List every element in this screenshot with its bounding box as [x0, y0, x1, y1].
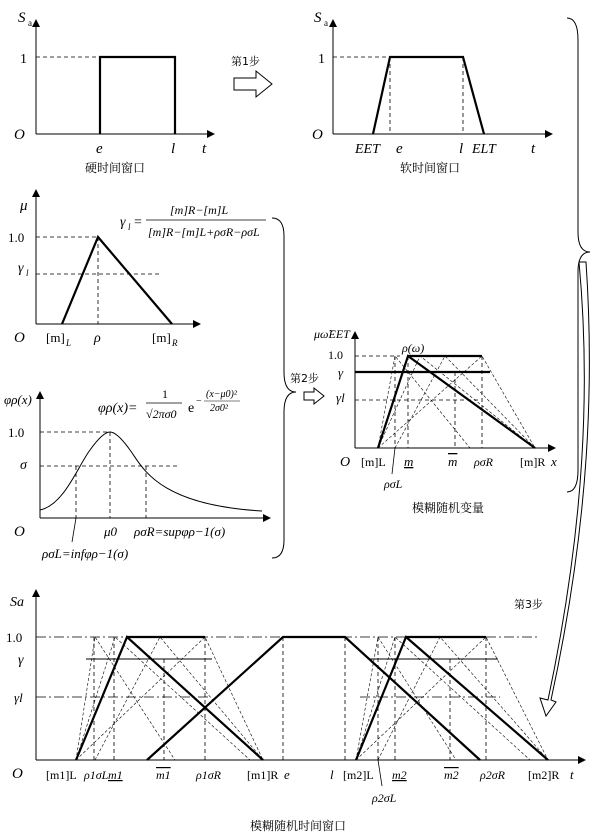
gamma-formula-denominator: [m]R−[m]L+ρσR−ρσL — [148, 225, 260, 239]
svg-text:γ: γ — [120, 215, 126, 230]
triangle-shape — [62, 237, 172, 324]
window-left-triangle — [76, 637, 263, 760]
svg-text:O: O — [14, 330, 25, 346]
svg-text:1: 1 — [20, 52, 27, 67]
svg-text:γl: γl — [14, 690, 23, 705]
window-middle-trapezoid — [147, 637, 480, 760]
svg-text:l: l — [128, 222, 131, 232]
middle-brace — [272, 218, 296, 558]
svg-text:γ: γ — [18, 653, 24, 668]
svg-text:√2πσ0: √2πσ0 — [146, 407, 177, 421]
svg-text:l: l — [26, 268, 29, 278]
svg-text:1: 1 — [162, 387, 168, 401]
fuzzy-caption: 模糊随机变量 — [412, 501, 485, 515]
svg-text:EET: EET — [355, 142, 380, 157]
svg-text:第1步: 第1步 — [231, 55, 260, 68]
svg-text:2σ0²: 2σ0² — [210, 403, 228, 414]
svg-text:=: = — [134, 215, 142, 230]
svg-text:[m]L: [m]L — [361, 455, 386, 469]
hard-time-window-panel — [14, 10, 214, 175]
svg-text:t: t — [570, 767, 574, 782]
svg-text:ρ2σL: ρ2σL — [372, 791, 397, 805]
svg-text:t: t — [531, 141, 536, 157]
svg-text:[m2]L: [m2]L — [343, 768, 374, 782]
svg-text:ρσR=supφρ−1(σ): ρσR=supφρ−1(σ) — [134, 524, 226, 539]
hard-window-shape — [100, 57, 175, 134]
svg-text:a: a — [324, 18, 328, 28]
svg-text:1: 1 — [318, 52, 325, 67]
svg-text:μ: μ — [20, 198, 28, 214]
svg-text:1.0: 1.0 — [8, 425, 25, 440]
window-caption: 模糊随机时间窗口 — [250, 819, 347, 833]
svg-text:e: e — [188, 401, 195, 416]
fuzzy-random-variable-panel — [313, 327, 557, 515]
triangular-membership-panel — [8, 190, 266, 348]
svg-text:m2: m2 — [392, 768, 407, 782]
fuzzy-main-triangle — [378, 356, 535, 448]
svg-text:−: − — [196, 396, 202, 407]
svg-text:m2: m2 — [444, 768, 459, 782]
svg-text:Sa: Sa — [10, 595, 24, 610]
gamma-formula-numerator: [m]R−[m]L — [170, 203, 229, 217]
svg-text:σ: σ — [20, 458, 27, 473]
soft-caption: 软时间窗口 — [400, 161, 461, 175]
normal-curve — [40, 432, 262, 511]
svg-text:[m2]R: [m2]R — [528, 768, 560, 782]
svg-text:γl: γl — [336, 390, 345, 405]
svg-text:μ0: μ0 — [104, 524, 118, 539]
svg-text:1.0: 1.0 — [8, 230, 25, 245]
svg-text:ELT: ELT — [472, 142, 496, 157]
normal-distribution-panel — [4, 387, 270, 561]
svg-text:O: O — [14, 127, 25, 143]
svg-text:x: x — [551, 454, 557, 469]
svg-text:第2步: 第2步 — [290, 372, 319, 385]
fuzzy-random-time-window-panel — [6, 590, 585, 833]
svg-text:[m1]L: [m1]L — [46, 768, 77, 782]
step2-arrow — [290, 371, 324, 404]
svg-text:O: O — [12, 766, 23, 782]
svg-text:m1: m1 — [156, 768, 171, 782]
svg-text:(x−μ0)²: (x−μ0)² — [206, 389, 237, 400]
svg-text:m: m — [448, 454, 458, 469]
svg-text:ρσL=infφρ−1(σ): ρσL=infφρ−1(σ) — [42, 546, 129, 561]
svg-text:ρ2σR: ρ2σR — [480, 768, 506, 782]
soft-time-window-panel — [312, 10, 552, 175]
svg-text:γ: γ — [338, 365, 344, 380]
svg-text:φρ(x)=: φρ(x)= — [98, 401, 138, 416]
svg-text:a: a — [28, 18, 32, 28]
svg-text:ρ(ω): ρ(ω) — [402, 341, 425, 355]
svg-text:L: L — [66, 338, 72, 348]
svg-text:[m]: [m] — [46, 330, 65, 345]
svg-text:l: l — [459, 141, 464, 157]
svg-text:γ: γ — [18, 261, 24, 276]
svg-text:1.0: 1.0 — [6, 630, 23, 645]
svg-text:[m]R: [m]R — [520, 455, 546, 469]
svg-text:e: e — [396, 141, 403, 157]
svg-text:ρσR: ρσR — [474, 455, 494, 469]
step1-arrow — [231, 54, 272, 97]
svg-text:μω̃EET: μω̃EET — [314, 327, 350, 341]
svg-text:ρ1σL: ρ1σL — [84, 768, 109, 782]
svg-text:l: l — [330, 767, 334, 782]
svg-text:R: R — [172, 338, 178, 348]
svg-text:ρ: ρ — [94, 331, 101, 346]
svg-text:t: t — [202, 141, 207, 157]
svg-text:[m]: [m] — [152, 330, 171, 345]
svg-text:φρ(x): φρ(x) — [4, 392, 32, 407]
svg-text:O: O — [340, 455, 351, 470]
svg-text:e: e — [284, 767, 290, 782]
window-right-triangle — [356, 637, 548, 760]
svg-text:m1: m1 — [108, 768, 123, 782]
svg-text:S: S — [314, 10, 322, 26]
svg-text:e: e — [96, 141, 103, 157]
svg-text:ρσL: ρσL — [384, 477, 403, 491]
svg-text:第3步: 第3步 — [514, 598, 543, 611]
svg-text:1.0: 1.0 — [328, 348, 343, 362]
svg-text:ρ1σR: ρ1σR — [196, 768, 222, 782]
hard-caption: 硬时间窗口 — [85, 161, 146, 175]
svg-text:[m1]R: [m1]R — [247, 768, 279, 782]
svg-text:l: l — [171, 141, 176, 157]
svg-text:m: m — [404, 454, 414, 469]
svg-text:O: O — [14, 524, 25, 540]
svg-text:O: O — [312, 127, 323, 143]
hard-y-label: S — [18, 10, 26, 26]
